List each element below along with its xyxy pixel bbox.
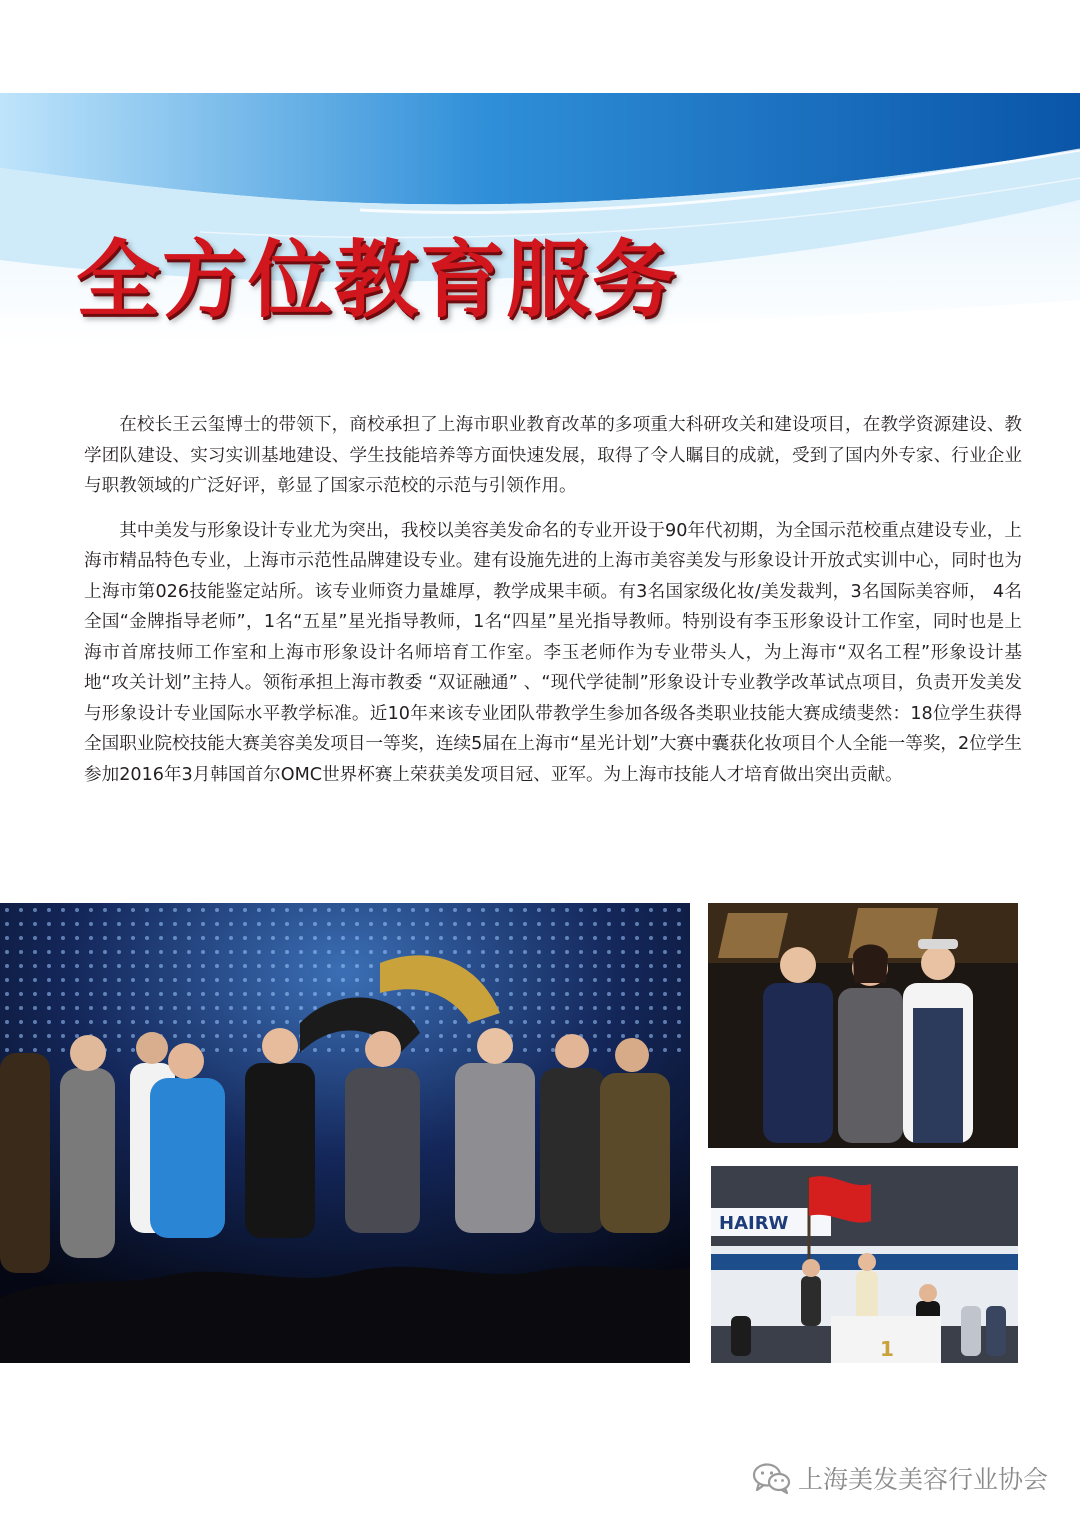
award-ceremony-photo — [708, 903, 1018, 1148]
podium-place-number: 1 — [880, 1337, 894, 1361]
article-body — [84, 410, 1022, 804]
page-title: 全方位教育服务 — [76, 230, 679, 329]
stage-group-photo — [0, 903, 690, 1363]
major-paragraph: 其中美发与形象设计专业尤为突出，我校以美容美发命名的专业开设于90年代初期，为全国示范校重点建设专业，上海市精品特色专业，上海市示范性品牌建设专业。建有设施先进的上海市美容美发与形象设计开放式实训中心，同时也为上海市第026技能鉴定站所。该专业师资力量雄厚，教学成果丰硕。有3名国家级化妆/美发裁判，3名国际美容师， 4名全国“金牌指导老师”，1名“五星”星光指导教师，1名“四星”星光指导教师。特别设有李玉形象设计工作室，同时也是上海市首席技师工作室和上海市形象设计名师培育工作室。李玉老师作为专业带头人，为上海市“双名工程”形象设计基地“攻关计划”主持人。领衔承担上海市教委 “双证融通” 、“现代学徒制”形象设计专业教学改革试点项目，负责开发美发与形象设计专业国际水平教学标准。近10年来该专业团队带教学生参加各级各类职业技能大赛成绩斐然：18位学生获得全国职业院校技能大赛美容美发项目一等奖，连续5届在上海市“星光计划”大赛中囊获化妆项目个人全能一等奖，2位学生参加2016年3月韩国首尔OMC世界杯赛上荣获美发项目冠、亚军。为上海市技能人才培育做出突出贡献。 — [84, 520, 1022, 785]
header-banner — [0, 0, 1080, 400]
podium-photo — [711, 1166, 1018, 1363]
wechat-watermark — [752, 1460, 1048, 1496]
wechat-icon — [752, 1461, 792, 1495]
watermark-text: 上海美发美容行业协会 — [797, 1465, 1048, 1494]
intro-paragraph: 在校长王云玺博士的带领下，商校承担了上海市职业教育改革的多项重大科研攻关和建设项目，在教学资源建设、教学团队建设、实习实训基地建设、学生技能培养等方面快速发展，取得了令人瞩目的成就，受到了国内外专家、行业企业与职教领域的广泛好评，彰显了国家示范校的示范与引领作用。 — [84, 415, 1022, 496]
podium-sign-text: HAIRW — [719, 1213, 789, 1234]
